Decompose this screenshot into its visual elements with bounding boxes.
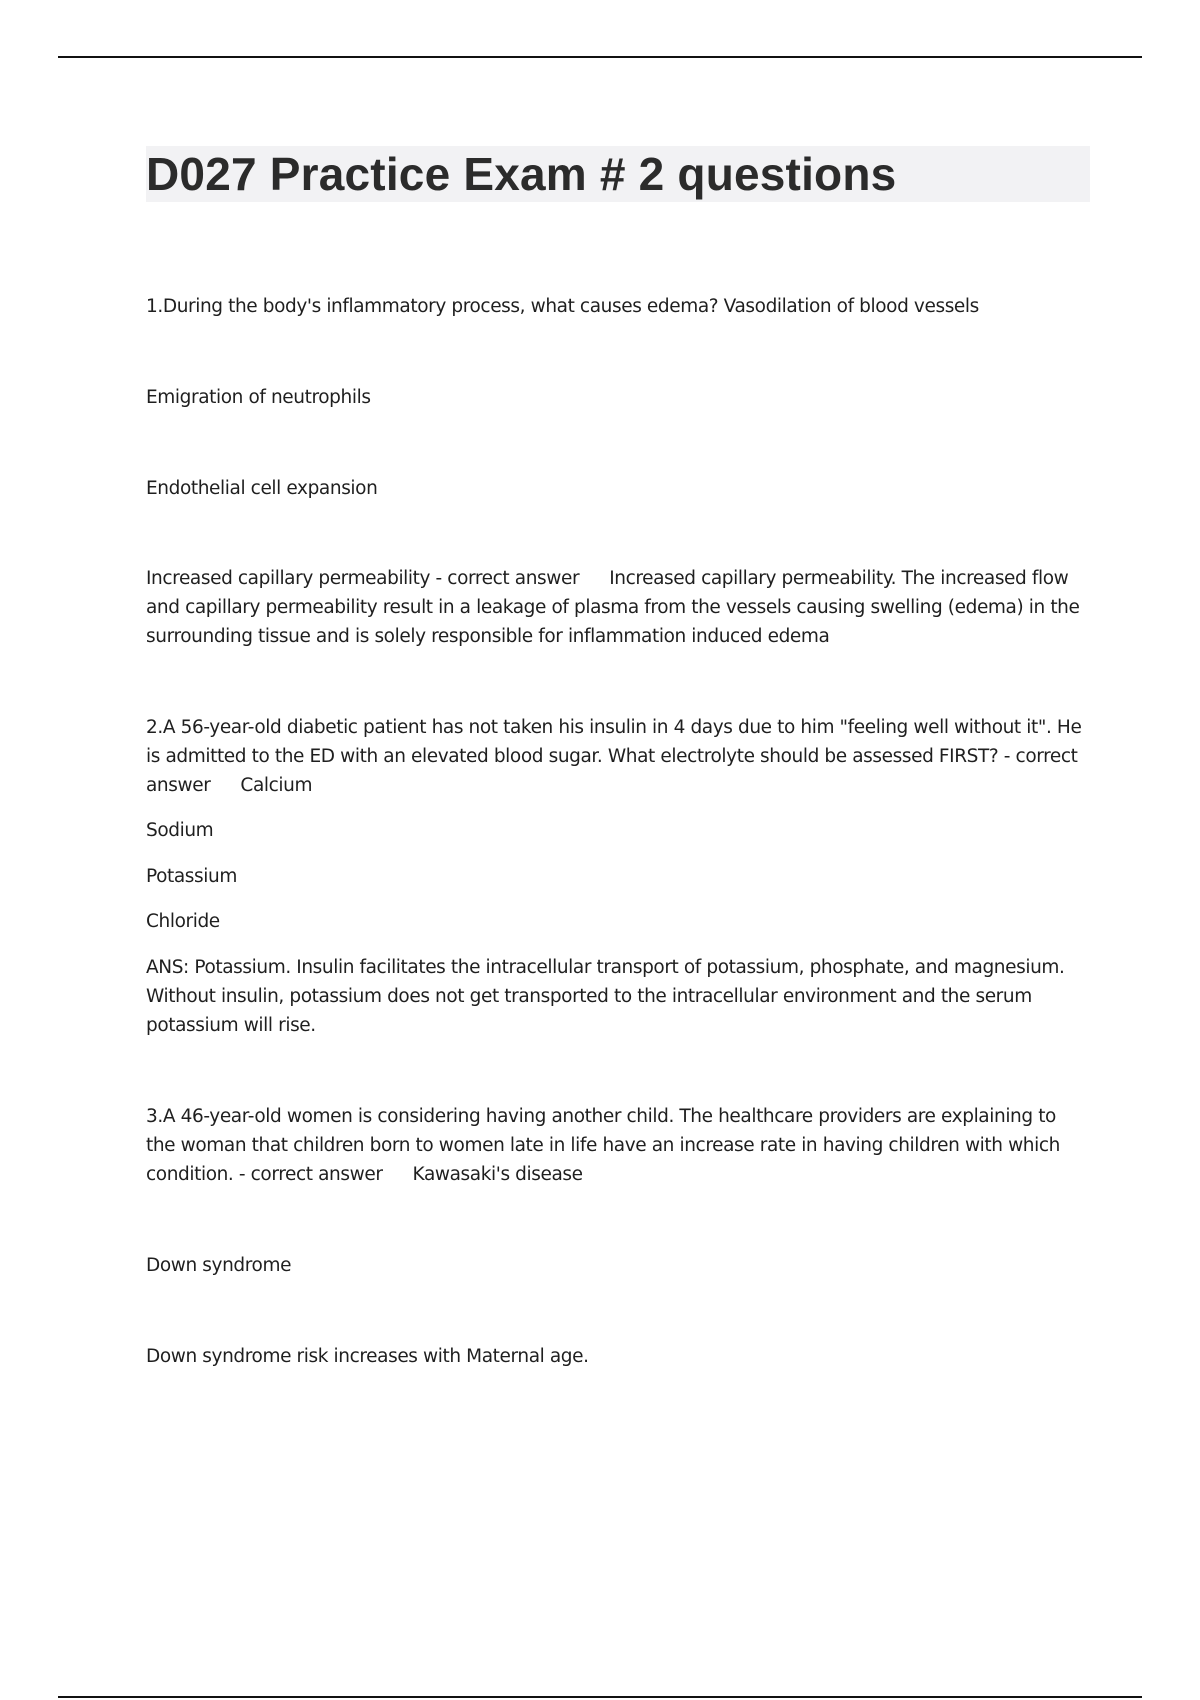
question-1-option-c: Endothelial cell expansion <box>146 478 378 499</box>
question-3-stem-block <box>146 1102 1086 1189</box>
question-2-stem-block <box>146 713 1086 800</box>
question-1-option-d: Increased capillary permeability - correct answer <box>146 568 580 589</box>
question-2-explanation: ANS: Potassium. Insulin facilitates the intracellular transport of potassium, phosphate, and magnesium. Without insulin, potassium does not get transported to the intracellular environment and the serum potassium will rise. <box>146 957 1065 1036</box>
question-2-option-c: Potassium <box>146 866 237 887</box>
question-1-answer <box>146 564 1086 651</box>
page-title: D027 Practice Exam # 2 questions <box>146 148 897 200</box>
question-1-option-b: Emigration of neutrophils <box>146 387 371 408</box>
top-rule <box>58 56 1142 58</box>
question-2-option-a: Calcium <box>240 775 313 796</box>
bottom-rule <box>58 1696 1142 1698</box>
question-3-explanation: Down syndrome risk increases with Maternal age. <box>146 1346 589 1367</box>
question-1-stem: 1.During the body's inflammatory process, what causes edema? Vasodilation of blood vessels <box>146 296 979 317</box>
question-1-explanation: Increased capillary permeability. The increased flow and capillary permeability result in a leakage of plasma from the vessels causing swelling (edema) in the surrounding tissue and is solely responsible for inflammation induced edema <box>146 568 1080 647</box>
question-3-option-a: Kawasaki's disease <box>412 1164 583 1185</box>
question-2-option-b: Sodium <box>146 820 214 841</box>
question-2-stem: 2.A 56-year-old diabetic patient has not taken his insulin in 4 days due to him "feeling well without it". He is admitted to the ED with an elevated blood sugar. What electrolyte should be assessed FIRST? - correct answer <box>146 717 1082 796</box>
question-2-option-d: Chloride <box>146 911 220 932</box>
question-3-option-b: Down syndrome <box>146 1255 292 1276</box>
question-3-stem: 3.A 46-year-old women is considering having another child. The healthcare providers are explaining to the woman that children born to women late in life have an increase rate in having children with which condition. - correct answer <box>146 1106 1060 1185</box>
